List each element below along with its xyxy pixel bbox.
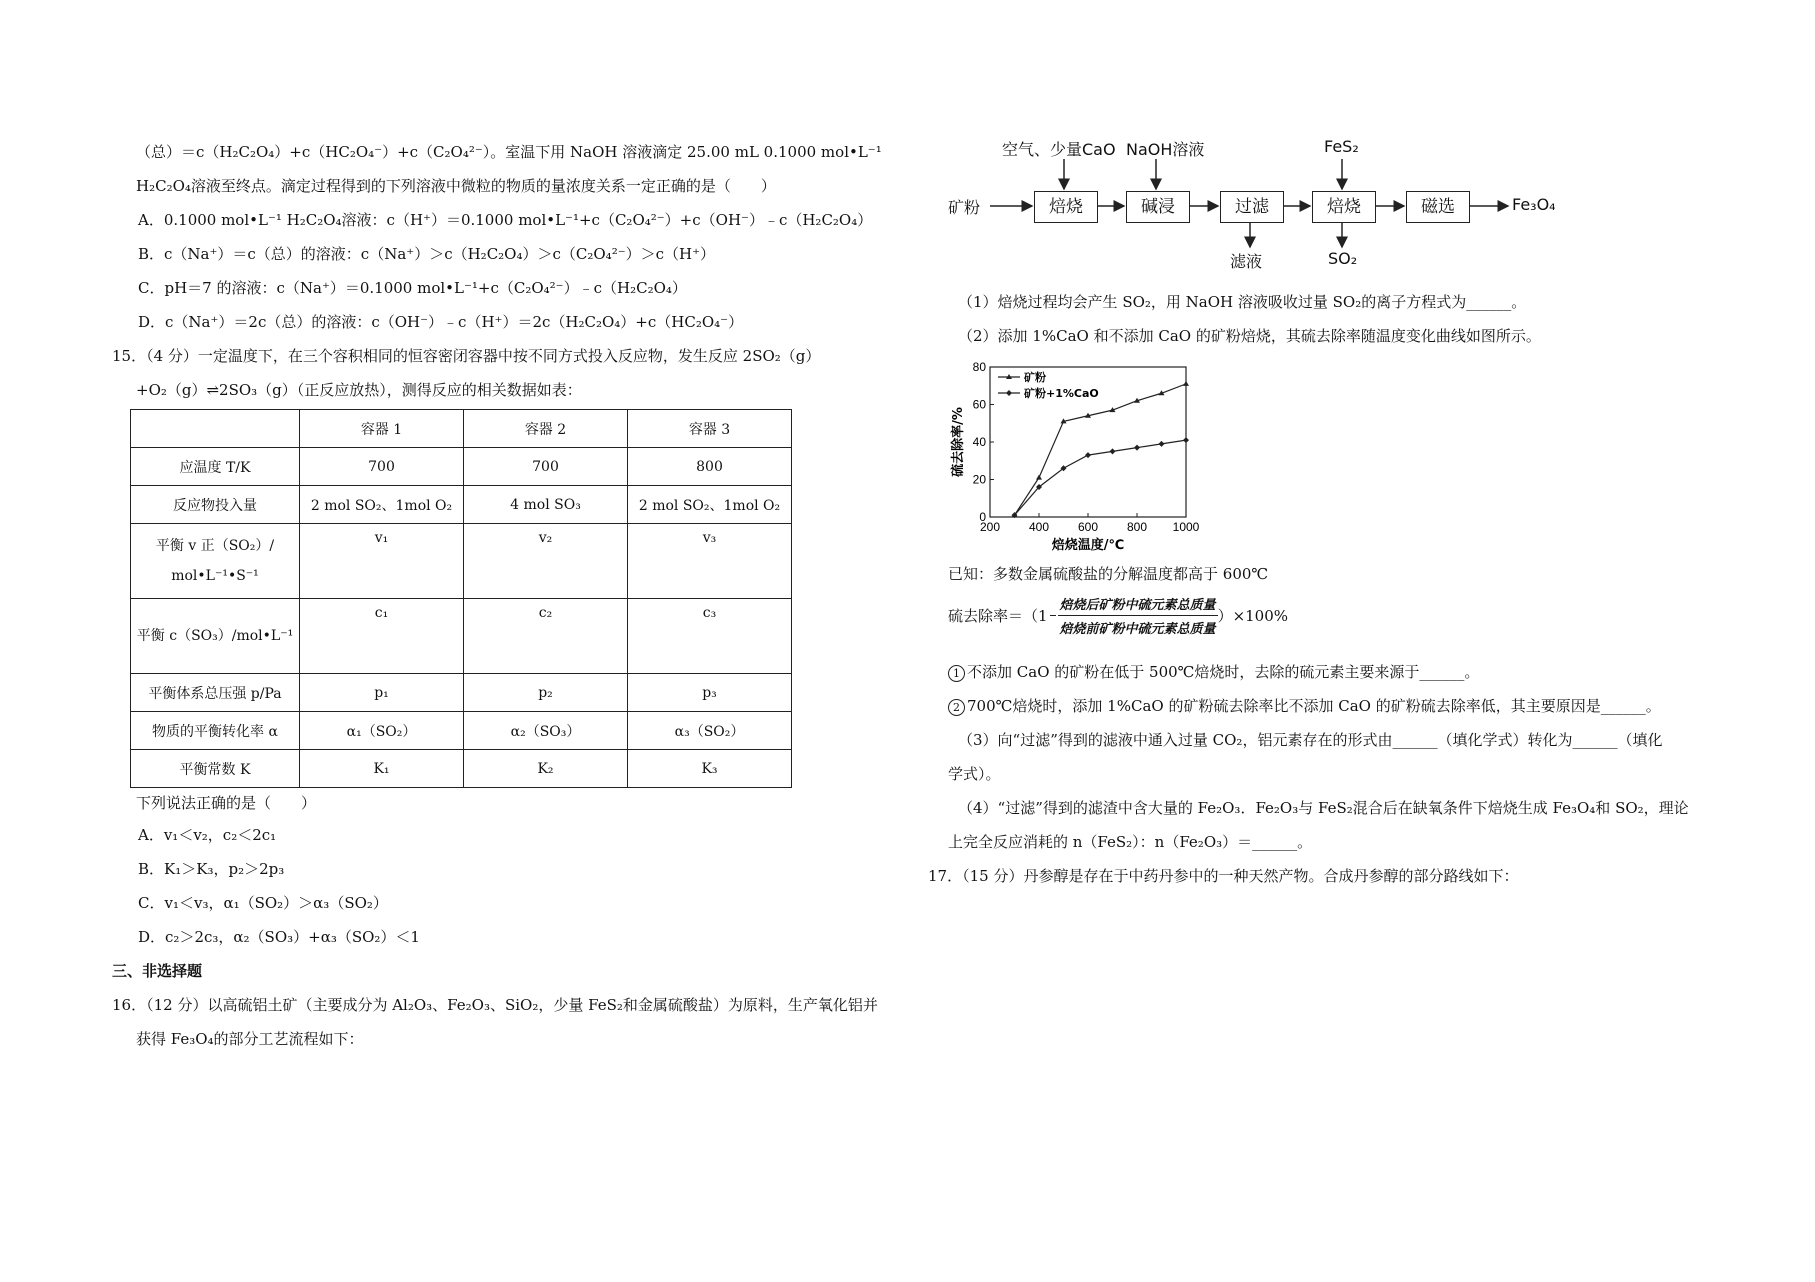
q15-option-b: B．K₁＞K₃，p₂＞2p₃ — [138, 860, 285, 878]
table-cell: 物质的平衡转化率 α — [131, 712, 300, 750]
data-point — [1134, 445, 1140, 451]
formula-right: ）×100% — [1217, 606, 1289, 625]
table-cell: 反应物投入量 — [131, 486, 300, 524]
table-cell: 700 — [464, 448, 628, 486]
q16-line2: 获得 Fe₃O₄的部分工艺流程如下： — [136, 1030, 364, 1048]
table-row — [131, 486, 792, 524]
table-cell: v₃ — [628, 524, 792, 599]
data-point — [1036, 475, 1042, 480]
table-cell: v₁ — [300, 524, 464, 599]
q16-part2: （2）添加 1%CaO 和不添加 CaO 的矿粉焙烧，其硫去除率随温度变化曲线如图所示。 — [958, 327, 1541, 345]
table-row — [131, 750, 792, 788]
y-axis-label: 硫去除率/% — [951, 407, 966, 477]
table-row — [131, 674, 792, 712]
q16-sub1 — [948, 655, 1708, 689]
table-row — [131, 712, 792, 750]
data-point — [1159, 441, 1165, 447]
flow-box: 磁选 — [1406, 191, 1470, 223]
flow-output-label: 滤液 — [1230, 252, 1263, 271]
formula-numerator: 焙烧后矿粉中硫元素总质量 — [1058, 594, 1218, 616]
table-cell: K₃ — [628, 750, 792, 788]
flow-start-label: 矿粉 — [948, 198, 981, 217]
flow-box: 过滤 — [1220, 191, 1284, 223]
table-cell: p₂ — [464, 674, 628, 712]
q17-line: 17．（15 分）丹参醇是存在于中药丹参中的一种天然产物。合成丹参醇的部分路线如下： — [928, 867, 1519, 885]
known-note: 已知：多数金属硫酸盐的分解温度都高于 600℃ — [948, 565, 1269, 583]
q16-part3-line2: 学式）。 — [948, 765, 1001, 783]
table-cell: 平衡体系总压强 p/Pa — [131, 674, 300, 712]
legend-marker — [1006, 390, 1012, 396]
sulfur-removal-chart — [948, 359, 1208, 559]
flow-box: 焙烧 — [1312, 191, 1376, 223]
x-tick-label: 200 — [979, 520, 1001, 534]
formula-denominator: 焙烧前矿粉中硫元素总质量 — [1059, 621, 1216, 637]
table-cell: 2 mol SO₂、1mol O₂ — [628, 486, 792, 524]
table-cell: K₂ — [464, 750, 628, 788]
y-tick-label: 20 — [972, 472, 986, 487]
table-cell: 平衡 c（SO₃）/mol•L⁻¹ — [131, 599, 300, 674]
table-header-row — [131, 410, 792, 448]
table-cell: 平衡常数 K — [131, 750, 300, 788]
table-cell: 应温度 T/K — [131, 448, 300, 486]
data-point — [1183, 381, 1189, 386]
y-tick-label: 40 — [972, 435, 986, 449]
x-tick-label: 1000 — [1172, 520, 1200, 534]
table-cell: 4 mol SO₃ — [464, 486, 628, 524]
table-cell: p₃ — [628, 674, 792, 712]
formula-fraction — [1058, 594, 1218, 637]
legend-label: 矿粉+1%CaO — [1024, 387, 1099, 400]
data-point — [1183, 437, 1189, 443]
q15-data-table — [130, 409, 792, 788]
table-cell: c₃ — [628, 599, 792, 674]
table-row — [131, 599, 792, 674]
q15-line1: 15．（4 分）一定温度下，在三个容积相同的恒容密闭容器中按不同方式投入反应物，发生反应 2SO₂（g） — [112, 347, 821, 365]
y-tick-label: 0 — [979, 510, 986, 524]
circled-number: 1 — [948, 665, 965, 682]
flow-input-label: 空气、少量CaO — [1002, 140, 1116, 159]
q14-option-a: A．0.1000 mol•L⁻¹ H₂C₂O₄溶液：c（H⁺）＝0.1000 mol•L⁻¹+c（C₂O₄²⁻）+c（OH⁻）﹣c（H₂C₂O₄） — [138, 211, 873, 229]
flow-output-label: SO₂ — [1328, 249, 1358, 268]
table-cell: α₂（SO₃） — [464, 712, 628, 750]
left-column — [112, 135, 906, 1056]
table-cell: α₃（SO₂） — [628, 712, 792, 750]
q14-option-c: C．pH＝7 的溶液：c（Na⁺）＝0.1000 mol•L⁻¹+c（C₂O₄²⁻）﹣c（H₂C₂O₄） — [138, 279, 687, 297]
x-tick-label: 600 — [1077, 520, 1099, 534]
series-line — [1015, 384, 1187, 515]
table-header-cell: 容器 2 — [464, 410, 628, 448]
y-tick-label: 80 — [972, 360, 986, 374]
table-cell: v₂ — [464, 524, 628, 599]
q14-option-b: B．c（Na⁺）＝c（总）的溶液：c（Na⁺）＞c（H₂C₂O₄）＞c（C₂O₄²⁻）＞c（H⁺） — [138, 245, 716, 263]
flow-input-label: NaOH溶液 — [1126, 140, 1205, 159]
q15-option-c: C．v₁＜v₃，α₁（SO₂）＞α₃（SO₂） — [138, 894, 388, 912]
removal-formula — [948, 589, 1708, 641]
q15-prompt: 下列说法正确的是（ ） — [136, 794, 317, 812]
data-point — [1085, 452, 1091, 458]
flow-box: 焙烧 — [1034, 191, 1098, 223]
flow-box: 碱浸 — [1126, 191, 1190, 223]
section-heading: 三、非选择题 — [112, 962, 203, 980]
table-cell: 800 — [628, 448, 792, 486]
chart-svg — [948, 359, 1208, 559]
table-cell: p₁ — [300, 674, 464, 712]
q14-option-d: D．c（Na⁺）＝2c（总）的溶液：c（OH⁻）﹣c（H⁺）＝2c（H₂C₂O₄）+c（HC₂O₄⁻） — [138, 313, 744, 331]
spacer — [948, 641, 1708, 655]
x-axis-label: 焙烧温度/℃ — [1051, 538, 1125, 553]
table-cell: K₁ — [300, 750, 464, 788]
q14-line2: H₂C₂O₄溶液至终点。滴定过程得到的下列溶液中微粒的物质的量浓度关系一定正确的是（ ） — [136, 177, 776, 195]
x-tick-label: 400 — [1028, 520, 1050, 534]
x-tick-label: 800 — [1126, 520, 1148, 534]
legend-label: 矿粉 — [1024, 371, 1046, 384]
circled-number: 2 — [948, 699, 965, 716]
q16-line1: 16．（12 分）以高硫铝土矿（主要成分为 Al₂O₃、Fe₂O₃、SiO₂，少量 FeS₂和金属硫酸盐）为原料，生产氧化铝并 — [112, 996, 878, 1014]
q16-part3-line1: （3）向“过滤”得到的滤液中通入过量 CO₂，铝元素存在的形式由______（填化学式）转化为______（填化 — [958, 731, 1663, 749]
q14-line1: （总）＝c（H₂C₂O₄）+c（HC₂O₄⁻）+c（C₂O₄²⁻）。室温下用 NaOH 溶液滴定 25.00 mL 0.1000 mol•L⁻¹ — [136, 143, 882, 161]
formula-left: 硫去除率＝（1 — [948, 606, 1048, 625]
table-cell: c₁ — [300, 599, 464, 674]
flow-input-label: FeS₂ — [1324, 137, 1359, 156]
q15-line2: +O₂（g）⇌2SO₃（g）（正反应放热），测得反应的相关数据如表： — [136, 381, 582, 399]
q15-option-a: A．v₁＜v₂，c₂＜2c₁ — [138, 826, 277, 844]
q16-part1: （1）焙烧过程均会产生 SO₂，用 NaOH 溶液吸收过量 SO₂的离子方程式为______。 — [958, 293, 1527, 311]
table-header-cell: 容器 1 — [300, 410, 464, 448]
table-header-cell — [131, 410, 300, 448]
table-row — [131, 448, 792, 486]
table-cell: α₁（SO₂） — [300, 712, 464, 750]
table-cell: 700 — [300, 448, 464, 486]
table-cell: 2 mol SO₂、1mol O₂ — [300, 486, 464, 524]
q16-part4-line2: 上完全反应消耗的 n（FeS₂）：n（Fe₂O₃）＝______。 — [948, 833, 1313, 851]
q16-part4-line1: （4）“过滤”得到的滤渣中含大量的 Fe₂O₃．Fe₂O₃与 FeS₂混合后在缺氧条件下焙烧生成 Fe₃O₄和 SO₂，理论 — [958, 799, 1689, 817]
q16-sub2 — [948, 689, 1708, 723]
table-header-cell: 容器 3 — [628, 410, 792, 448]
flow-end-label: Fe₃O₄ — [1512, 195, 1556, 214]
table-cell: c₂ — [464, 599, 628, 674]
minus-sign — [1050, 615, 1056, 616]
table-row — [131, 524, 792, 599]
right-column — [928, 135, 1708, 893]
q16-sub2-text: 700℃焙烧时，添加 1%CaO 的矿粉硫去除率比不添加 CaO 的矿粉硫去除率低，其主要原因是______。 — [967, 697, 1661, 715]
q16-sub1-text: 不添加 CaO 的矿粉在低于 500℃焙烧时，去除的硫元素主要来源于______。 — [967, 663, 1480, 681]
table-cell: 平衡 v 正（SO₂）/ mol•L⁻¹•S⁻¹ — [131, 524, 300, 599]
y-tick-label: 60 — [972, 397, 986, 412]
data-point — [1110, 448, 1116, 454]
q15-option-d: D．c₂＞2c₃，α₂（SO₃）+α₃（SO₂）＜1 — [138, 928, 420, 946]
process-flow-diagram — [948, 135, 1708, 285]
